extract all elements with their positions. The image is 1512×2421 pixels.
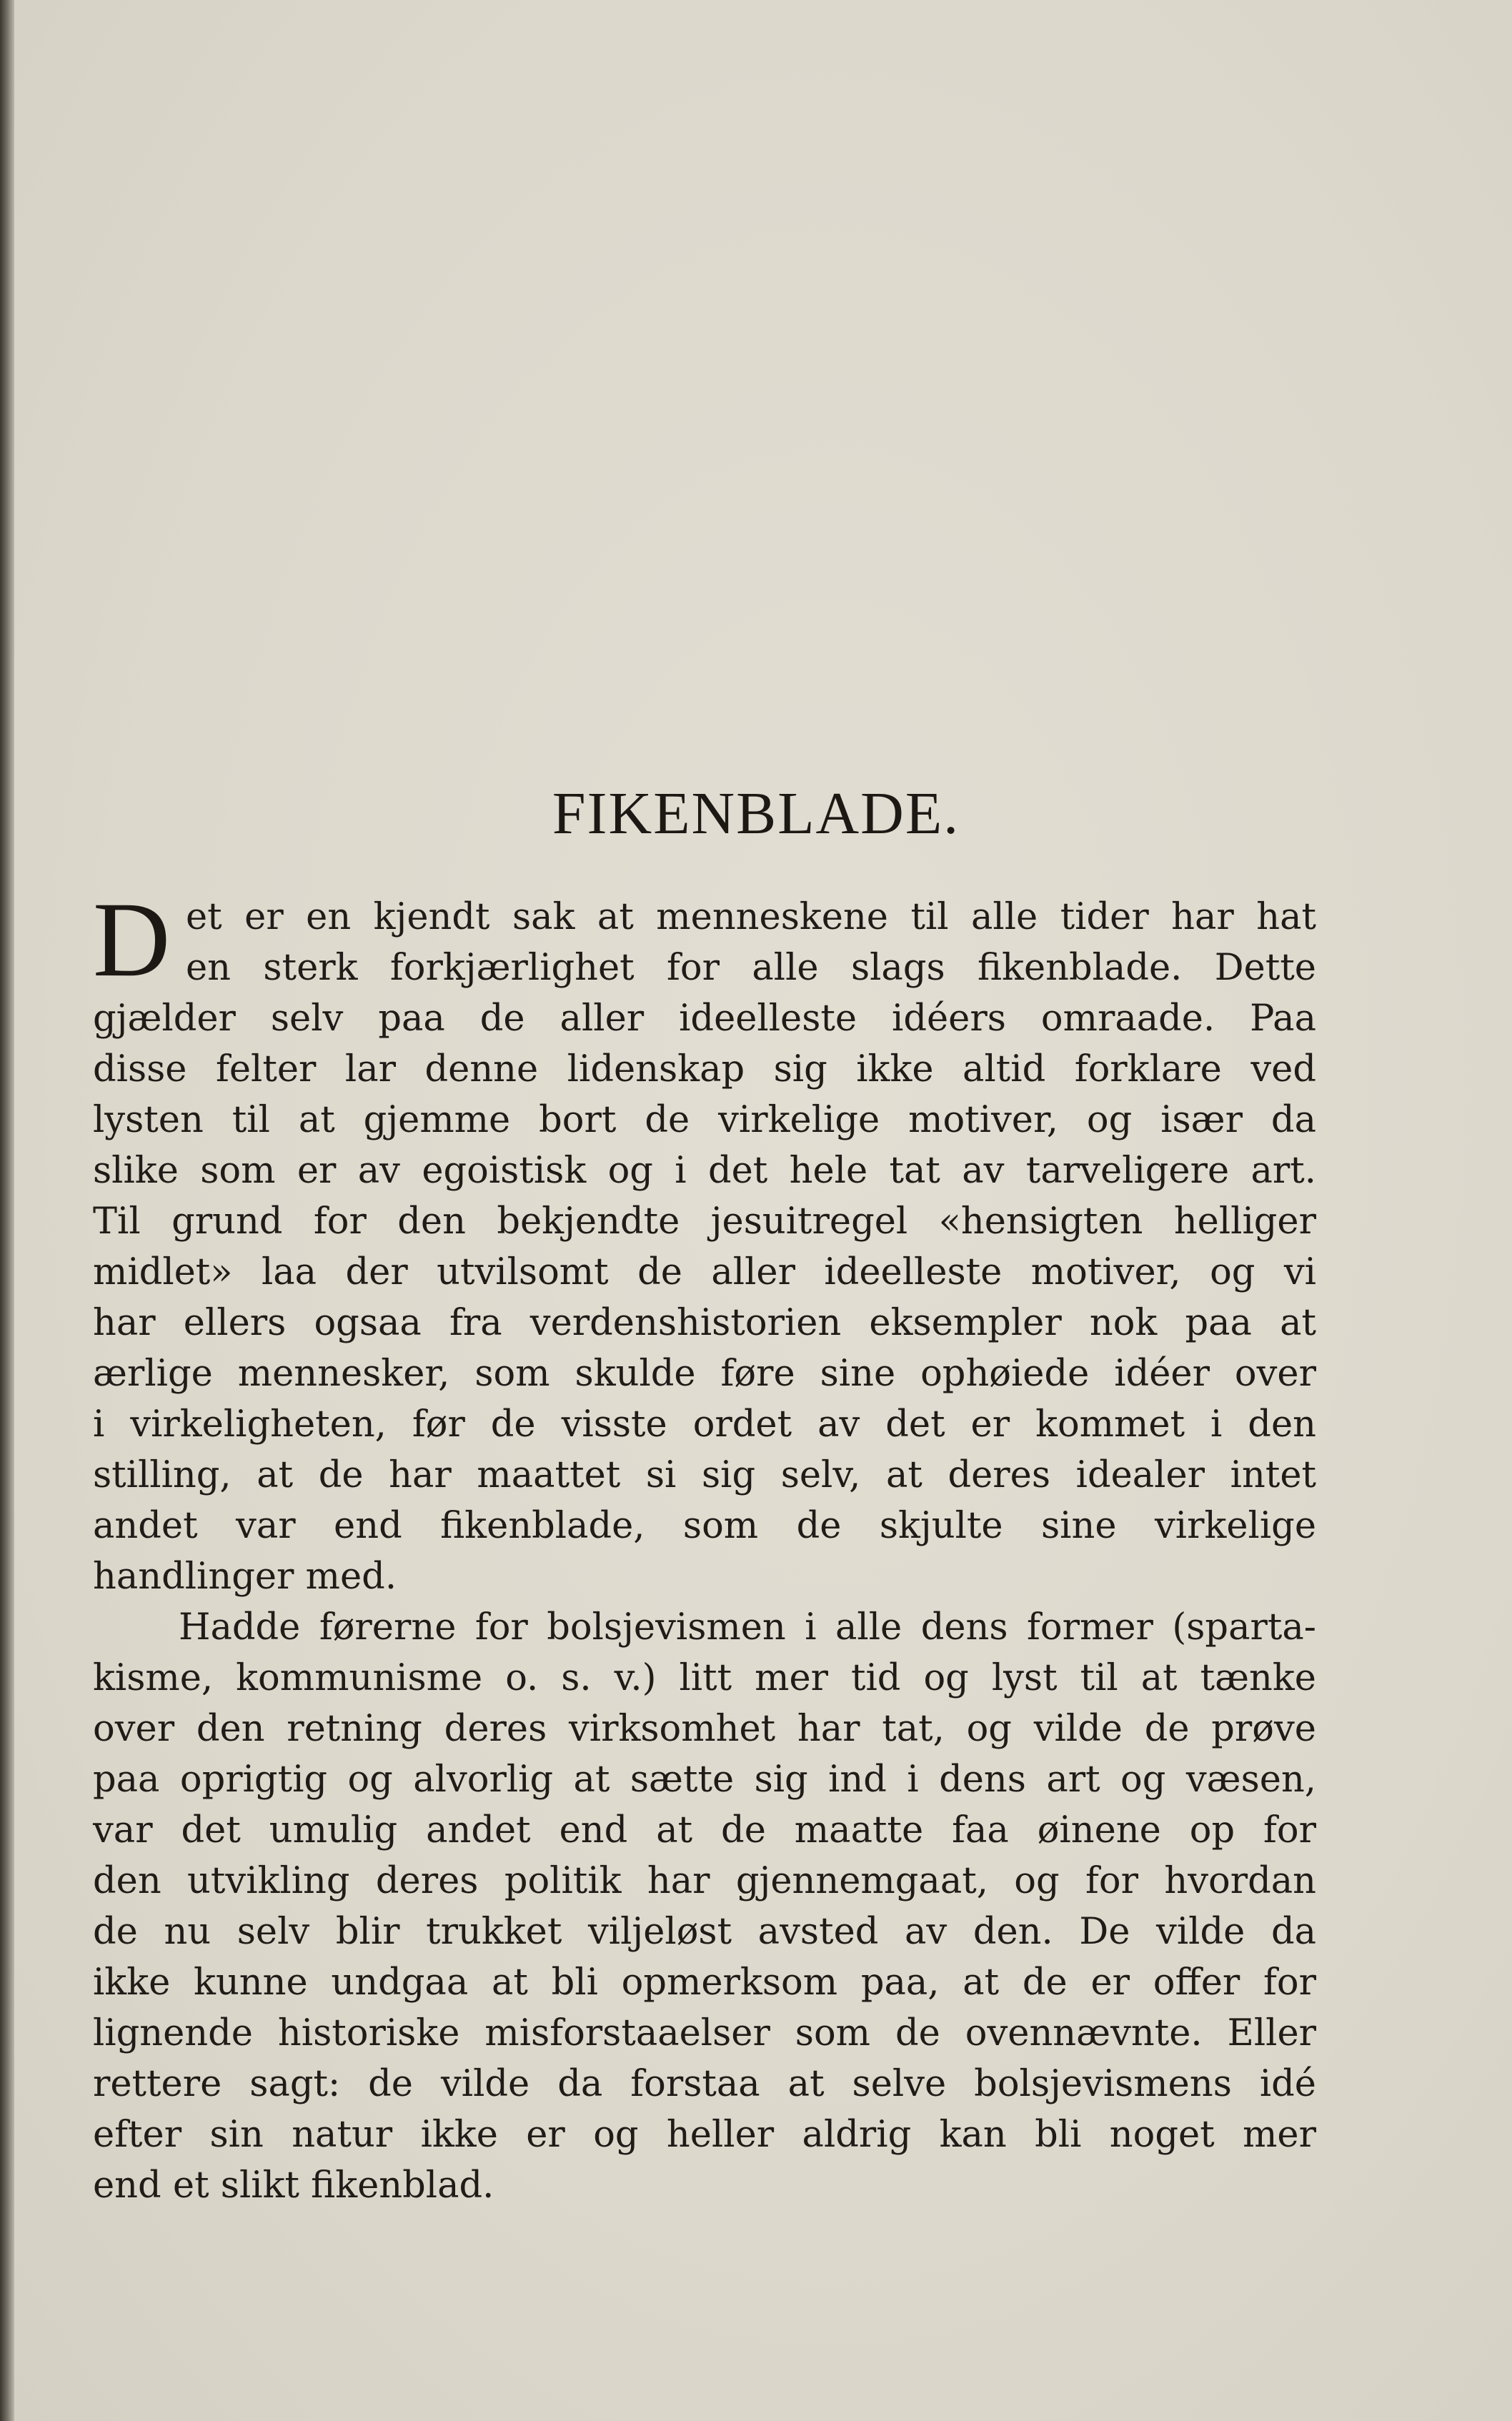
text-line: rettere sagt: de vilde da forstaa at selve bolsjevismens idé [93,2063,1316,2105]
chapter-title: FIKENBLADE. [552,780,960,847]
text-line: stilling, at de har maattet si sig selv, at deres idealer intet [93,1454,1316,1496]
text-line: i virkeligheten, før de visste ordet av det er kommet i den [93,1403,1316,1446]
text-line: ikke kunne undgaa at bli opmerksom paa, at de er offer for [93,1962,1316,2004]
drop-cap: D [93,880,171,999]
text-line: de nu selv blir trukket viljeløst avsted av den. De vilde da [93,1911,1316,1953]
paragraph-2 [93,1602,1316,2211]
text-line: Hadde førerne for bolsjevismen i alle dens former (sparta- [179,1606,1316,1649]
text-line: efter sin natur ikke er og heller aldrig kan bli noget mer [93,2114,1316,2156]
text-line: Til grund for den bekjendte jesuitregel «hensigten helliger [93,1200,1316,1243]
text-line: over den retning deres virksomhet har tat, og vilde de prøve [93,1708,1316,1750]
text-line: kisme, kommunisme o. s. v.) litt mer tid og lyst til at tænke [93,1657,1316,1699]
text-line: handlinger med. [93,1556,397,1598]
text-line: den utvikling deres politik har gjennemgaat, og for hvordan [93,1860,1316,1902]
text-line: ærlige mennesker, som skulde føre sine ophøiede idéer over [93,1353,1316,1395]
text-line: slike som er av egoistisk og i det hele tat av tarveligere art. [93,1150,1316,1192]
binding-edge [0,0,14,2421]
text-line: gjælder selv paa de aller ideelleste idéers omraade. Paa [93,998,1316,1040]
text-line: disse felter lar denne lidenskap sig ikke altid forklare ved [93,1048,1316,1090]
text-line: var det umulig andet end at de maatte faa øinene op for [93,1809,1316,1851]
text-line: end et slikt fikenblad. [93,2164,494,2207]
text-line: lignende historiske misforstaaelser som de ovennævnte. Eller [93,2012,1316,2054]
text-line: har ellers ogsaa fra verdenshistorien eksempler nok paa at [93,1302,1316,1344]
text-line: andet var end fikenblade, som de skjulte sine virkelige [93,1505,1316,1547]
text-line: midlet» laa der utvilsomt de aller ideelleste motiver, og vi [93,1251,1316,1293]
text-line: en sterk forkjærlighet for alle slags fikenblade. Dette [186,947,1316,989]
text-line: paa oprigtig og alvorlig at sætte sig ind i dens art og væsen, [93,1759,1316,1801]
text-line: et er en kjendt sak at menneskene til alle tider har hat [186,896,1316,938]
body-text [93,892,1316,2211]
paragraph-1 [93,892,1316,1602]
text-line: lysten til at gjemme bort de virkelige motiver, og især da [93,1099,1316,1141]
